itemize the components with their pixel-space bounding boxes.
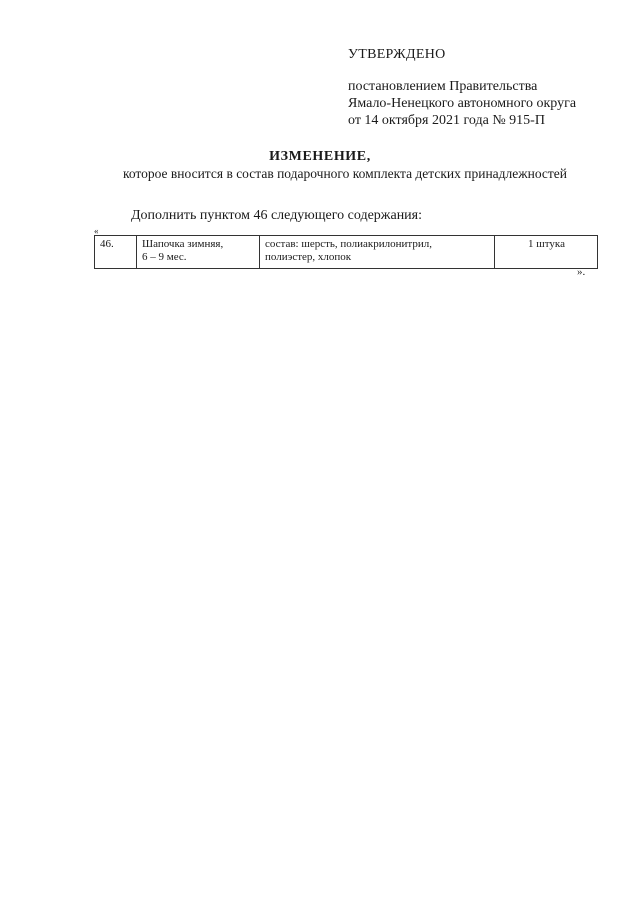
close-quote: ». bbox=[577, 266, 586, 278]
item-name-line-1: Шапочка зимняя, bbox=[142, 238, 224, 250]
open-quote: « bbox=[94, 226, 99, 236]
item-name bbox=[137, 236, 260, 269]
item-number: 46. bbox=[95, 236, 137, 269]
intro-paragraph: Дополнить пунктом 46 следующего содержания: bbox=[131, 208, 423, 223]
item-name-line-2: 6 – 9 мес. bbox=[142, 251, 187, 263]
approval-block bbox=[348, 46, 576, 129]
document-subtitle: которое вносится в состав подарочного комплекта детских принадлежностей bbox=[122, 166, 568, 181]
approval-stamp: УТВЕРЖДЕНО bbox=[348, 47, 446, 62]
item-composition-line-1: состав: шерсть, полиакрилонитрил, bbox=[265, 238, 432, 250]
item-composition bbox=[260, 236, 495, 269]
item-quantity: 1 штука bbox=[495, 236, 598, 269]
items-table bbox=[94, 235, 598, 269]
approval-line-3: от 14 октября 2021 года № 915-П bbox=[348, 113, 545, 128]
approval-line-1: постановлением Правительства bbox=[348, 79, 538, 94]
approval-line-2: Ямало-Ненецкого автономного округа bbox=[348, 96, 577, 111]
item-composition-line-2: полиэстер, хлопок bbox=[265, 251, 352, 263]
table-row bbox=[95, 236, 598, 269]
document-title: ИЗМЕНЕНИЕ, bbox=[269, 149, 371, 164]
